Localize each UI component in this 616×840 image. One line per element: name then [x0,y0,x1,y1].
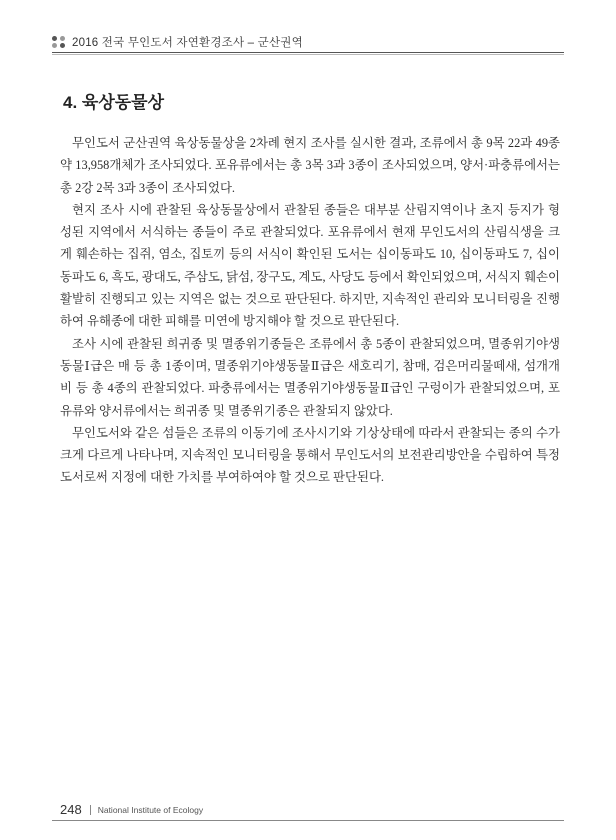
page-number: 248 [60,802,82,817]
paragraph: 무인도서 군산권역 육상동물상을 2차례 현지 조사를 실시한 결과, 조류에서 총 9목 22과 49종 약 13,958개체가 조사되었다. 포유류에서는 총 3목 3과 3종이 조사되었으며, 양서·파충류에서는 총 2강 2목 3과 3종이 조사되었다. [60,136,560,195]
footer-separator [90,805,91,815]
page-footer [60,802,203,817]
paragraph: 무인도서와 같은 섬들은 조류의 이동기에 조사시기와 기상상태에 따라서 관찰되는 종의 수가 크게 다르게 나타나며, 지속적인 모니터링을 통해서 무인도서의 보전관리방안을 수립하여 특정도서로써 지정에 대한 가치를 부여하여야 할 것으로 판단된다. [60,425,560,485]
header-bullet-icon [52,36,66,48]
paragraph: 현지 조사 시에 관찰된 육상동물상에서 관찰된 종들은 대부분 산림지역이나 초지 등지가 형성된 지역에서 서식하는 종들이 주로 관찰되었다. 포유류에서 현재 무인도서의 산림식생을 크게 훼손하는 집쥐, 염소, 집토끼 등의 서식이 확인된 도서는 십이동파도 10, 십이동파도 7, 십이동파도 6, 흑도, 광대도, 주삼도, 닭섬, 장구도, 계도, 사당도 등에서 확인되었으며, 서식지 훼손이 활발히 진행되고 있는 지역은 없는 것으로 판단된다. 하지만, 지속적인 관리와 모니터링을 진행하여 유해종에 대한 피해를 미연에 방지해야 할 것으로 판단된다. [60,202,560,329]
running-header [52,33,564,51]
footer-divider [52,820,564,821]
publisher-name: National Institute of Ecology [97,804,204,815]
body-text [60,132,560,489]
header-divider [52,52,564,53]
header-divider-thin [52,54,564,55]
header-title: 2016 전국 무인도서 자연환경조사 – 군산권역 [72,37,303,49]
paragraph: 조사 시에 관찰된 희귀종 및 멸종위기종들은 조류에서 총 5종이 관찰되었으며, 멸종위기야생동물Ⅰ급은 매 등 총 1종이며, 멸종위기야생동물Ⅱ급은 새호리기, 참매, 검은머리물떼새, 섬개개비 등 총 4종의 관찰되었다. 파충류에서는 멸종위기야생동물Ⅱ급인 구렁이가 관찰되었으며, 포유류와 양서류에서는 희귀종 및 멸종위기종은 관찰되지 않았다. [60,336,560,418]
section-title: 4. 육상동물상 [63,93,165,112]
